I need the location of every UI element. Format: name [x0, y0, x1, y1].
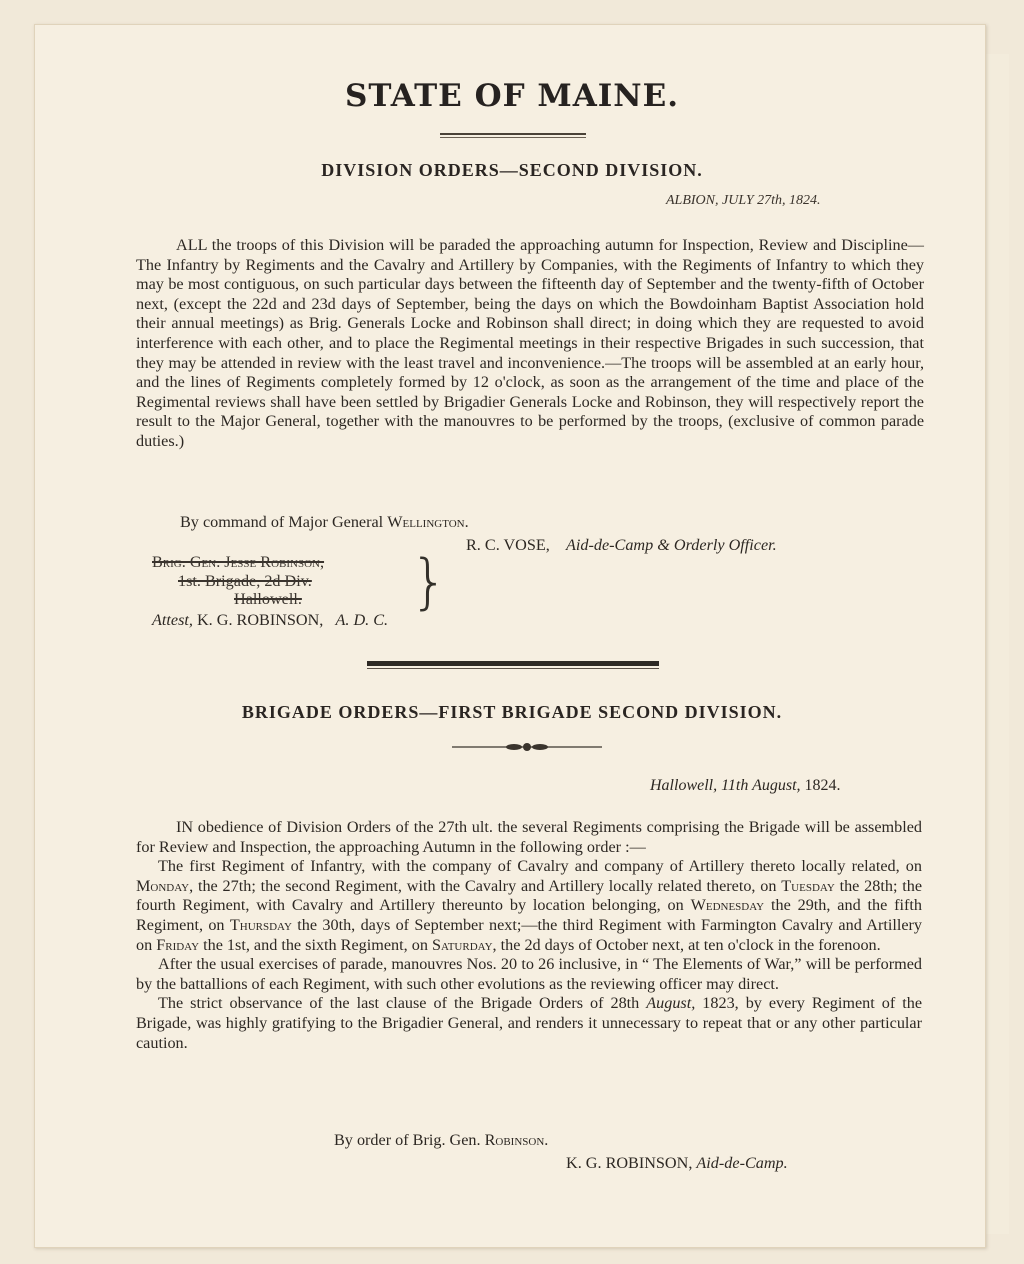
ornament-divider [452, 740, 602, 754]
title-rule [440, 133, 586, 135]
brigade-body [136, 818, 922, 1053]
division-signer-name: R. C. VOSE, [466, 536, 550, 554]
attest-line [152, 611, 388, 630]
day-monday: Monday, [136, 876, 194, 895]
paper-sheet [34, 24, 986, 1248]
attest-title: A. D. C. [335, 611, 389, 629]
title-rule-thin [440, 137, 586, 138]
day-saturday: Saturday, [431, 935, 497, 954]
brigade-paragraph-1: IN obedience of Division Orders of the 27th ult. the several Regiments comprising the Brigade will be assembled for Review and Inspection, the approaching Autumn in the following order :— [136, 818, 922, 856]
day-tuesday: Tuesday [781, 876, 835, 895]
command-prefix: By command of Major General [180, 513, 384, 531]
brigade-signer-title: Aid-de-Camp. [696, 1154, 788, 1172]
p2-text-g: the 2d days of October next, at ten o'clock in the forenoon. [500, 935, 881, 954]
p2-text-d: the 29th, and the fifth Regiment, on [136, 896, 923, 934]
attest-word: Attest, [152, 611, 193, 629]
struck-line-2: 1st. Brigade, 2d Div. [178, 572, 312, 590]
p4-text-a: The strict observance of the last clause of the Brigade Orders of 28th [158, 994, 640, 1013]
day-friday: Friday [156, 935, 200, 954]
command-name: Wellington. [387, 513, 469, 531]
division-body-text: ALL the troops of this Division will be paraded the approaching autumn for Inspection, Review and Discipline—The Infantry by Regiments and the Cavalry and Artillery by Companies, with the Regiments of Infantry to which they may be most contiguous, on such particular days between the fifteenth day of September and the twenty-fifth of October next, (except the 22d and 23d days of September, being the days on which the Bowdoinham Baptist Association hold their annual meetings) as Brig. Generals Locke and Robinson shall direct; in doing which they are requested to avoid interference with each other, and to place the Regimental meetings in their respective Brigades in such succession, that they may be attended in review with the least travel and inconvenience.—The troops will be assembled at an early hour, and the lines of Regiments completely formed by 12 o'clock, as soon as the arrangement of the time and place of the Regimental reviews shall have been settled by Brigadier Generals Locke and Robinson, they will respectively report the result to the Major General, together with the manouvres to be performed by the troops, (exclusive of common parade duties.) [136, 236, 924, 450]
division-signer-title: Aid-de-Camp & Orderly Officer. [566, 536, 777, 554]
brigade-dateline-month: August, [752, 777, 801, 794]
order-name: Robinson. [484, 1131, 549, 1149]
struck-line-1: Brig. Gen. Jesse Robinson, [152, 553, 325, 571]
p2-text-a: The first Regiment of Infantry, with the company of Cavalry and company of Artillery thereto locally related, on [158, 857, 922, 876]
division-signature-line [466, 536, 777, 555]
p4-text-b: 1823, by every Regiment of the Brigade, was highly gratifying to the Brigadier General, and renders it unnecessary to repeat that or any other particular caution. [136, 994, 923, 1052]
p4-month: August, [646, 994, 696, 1013]
brigade-dateline-date: 11th [721, 777, 749, 794]
day-thursday: Thursday [229, 915, 292, 934]
section-divider-thin [367, 668, 659, 669]
struck-line-3: Hallowell. [234, 590, 302, 608]
p2-text-c: the 28th; the fourth Regiment, with Cavalry and Artillery thereunto by location belonging, on [136, 876, 923, 915]
attest-name: K. G. ROBINSON, [196, 611, 324, 629]
order-prefix: By order of Brig. Gen. [334, 1131, 481, 1149]
brigade-order-line [334, 1131, 548, 1150]
division-command-line [180, 513, 469, 532]
brace-mark: } [410, 547, 449, 617]
day-wednesday: Wednesday [690, 896, 765, 915]
p2-text-f: the 1st, and the sixth Regiment, on [203, 935, 428, 954]
brigade-dateline-year: 1824. [804, 777, 841, 794]
section-divider [367, 661, 659, 666]
brigade-paragraph-3: After the usual exercises of parade, manouvres Nos. 20 to 26 inclusive, in “ The Elements of War,” will be performed by the battallions of each Regiment, with such other evolutions as the reviewing officer may direct. [136, 955, 922, 993]
brigade-paragraph-4 [136, 994, 922, 1053]
brigade-dateline-place: Hallowell, [650, 777, 718, 794]
division-dateline: ALBION, JULY 27th, 1824. [666, 193, 821, 208]
brigade-paragraph-2 [136, 857, 922, 955]
p2-text-e: the 30th, days of September next;—the third Regiment with Farmington Cavalry and Artillery on [136, 915, 922, 954]
document-title: STATE OF MAINE. [344, 78, 680, 114]
division-body [136, 236, 924, 452]
brigade-heading: BRIGADE ORDERS—FIRST BRIGADE SECOND DIVISION. [241, 702, 783, 722]
p2-text-b: the 27th; the second Regiment, with the Cavalry and Artillery locally related thereto, on [197, 876, 777, 895]
brigade-dateline [650, 777, 841, 795]
brigade-signature-line [566, 1154, 788, 1173]
division-heading: DIVISION ORDERS—SECOND DIVISION. [321, 160, 703, 180]
brigade-signer-name: K. G. ROBINSON, [566, 1154, 693, 1172]
